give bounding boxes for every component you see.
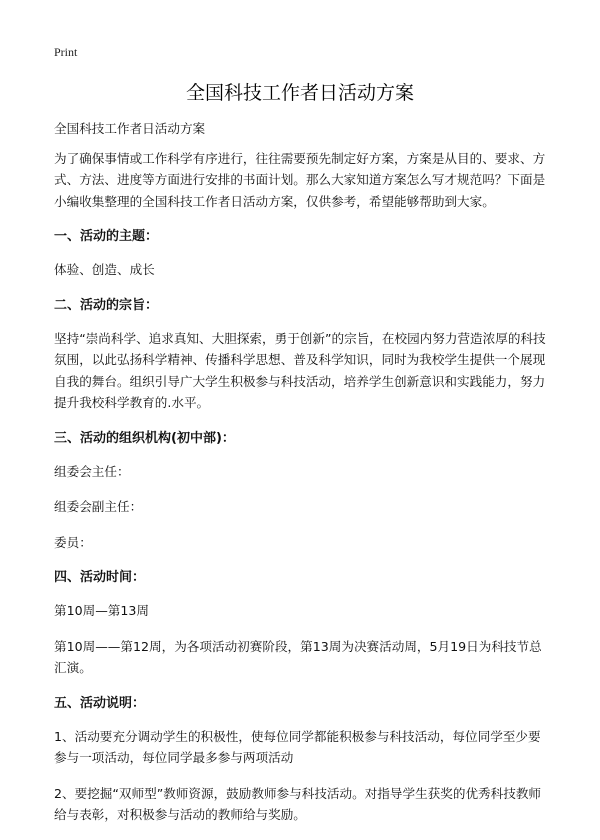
notes-item-1: 1、活动要充分调动学生的积极性，使每位同学都能积极参与科技活动，每位同学至少要参与一项活动，每位同学最多参与两项活动 bbox=[54, 728, 541, 765]
theme-text: 体验、创造、成长 bbox=[54, 262, 155, 277]
section-heading-organization: 三、活动的组织机构(初中部)： bbox=[54, 430, 235, 446]
organization-members: 委员： bbox=[54, 534, 92, 550]
section-heading-time: 四、活动时间： bbox=[54, 570, 146, 585]
page-title: 全国科技工作者日活动方案 bbox=[185, 82, 414, 104]
section-heading-notes: 五、活动说明： bbox=[54, 695, 146, 711]
print-label: Print bbox=[54, 45, 78, 59]
organization-deputy-director: 组委会副主任： bbox=[54, 499, 143, 514]
time-detail: 第10周——第12周，为各项活动初赛阶段，第13周为决赛活动周，5月19日为科技节总汇演。 bbox=[54, 638, 542, 675]
purpose-text: 坚持“崇尚科学、追求真知、大胆探索，勇于创新”的宗旨，在校园内努力营造浓厚的科技氛围，以此弘扬科学精神、传播科学思想、普及科学知识，同时为我校学生提供一个展现自我的舞台。组织引导广大学生积极参与科技活动，培养学生创新意识和实践能力，努力提升我校科学教育的.水平。 bbox=[54, 330, 546, 410]
organization-director: 组委会主任： bbox=[54, 463, 130, 479]
document-body bbox=[54, 118, 550, 840]
section-heading-purpose: 二、活动的宗旨： bbox=[54, 297, 159, 313]
time-range: 第10周—第13周 bbox=[54, 603, 150, 618]
notes-item-2: 2、要挖掘“双师型”教师资源，鼓励教师参与科技活动。对指导学生获奖的优秀科技教师给与表彰，对积极参与活动的教师给与奖励。 bbox=[54, 785, 542, 822]
document-subtitle: 全国科技工作者日活动方案 bbox=[54, 121, 206, 136]
intro-paragraph: 为了确保事情或工作科学有序进行，往往需要预先制定好方案，方案是从目的、要求、方式、方法、进度等方面进行安排的书面计划。那么大家知道方案怎么写才规范吗？下面是小编收集整理的全国科技工作者日活动方案，仅供参考，希望能够帮助到大家。 bbox=[54, 150, 546, 209]
section-heading-theme: 一、活动的主题： bbox=[54, 229, 159, 244]
